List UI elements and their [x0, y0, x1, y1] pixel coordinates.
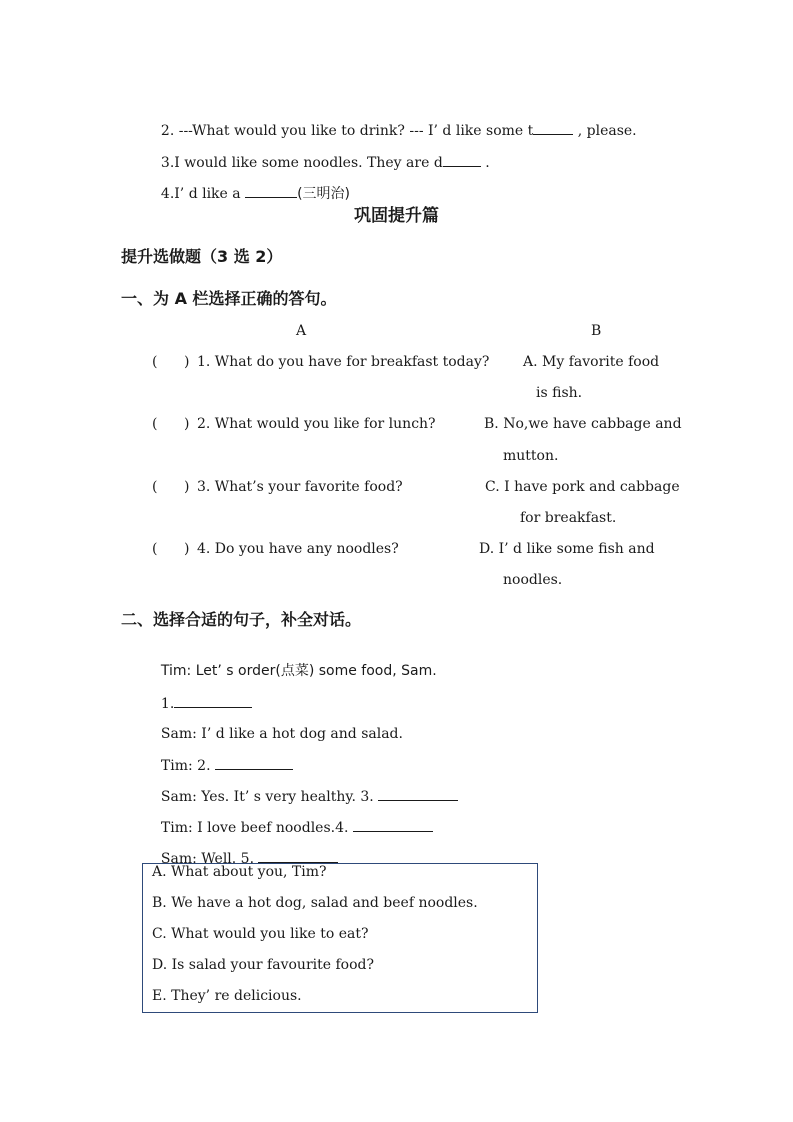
dialogue-text: Sam: Well. 5. — [160, 851, 259, 867]
fill-in-text: . — [480, 155, 490, 171]
answer-text: C. I have pork and cabbage — [485, 479, 680, 495]
dialogue-text: Tim: I love beef noodles.4. — [160, 820, 353, 836]
question-text: 3. What’s your favorite food? — [197, 479, 403, 495]
question-text: 4. Do you have any noodles? — [197, 541, 399, 557]
answer-text-cont: for breakfast. — [520, 510, 617, 526]
question-text: 2. What would you like for lunch? — [197, 416, 436, 432]
answer-blank[interactable] — [353, 818, 433, 832]
answer-text: B. No,we have cabbage and — [484, 416, 682, 432]
answer-paren-close: ) — [184, 541, 190, 557]
answer-text: A. My favorite food — [523, 354, 660, 370]
answer-blank[interactable] — [443, 153, 481, 167]
fill-in-text: 2. ---What would you like to drink? --- I’ d like some t — [160, 123, 534, 139]
answer-blank[interactable] — [258, 849, 338, 863]
fill-in-text: (三明治) — [297, 186, 351, 202]
dialogue-text: Tim: 2. — [160, 758, 215, 774]
answer-blank[interactable] — [174, 694, 252, 708]
answer-blank[interactable] — [533, 121, 573, 135]
part2-heading: 二、选择合适的句子，补全对话。 — [121, 610, 362, 629]
column-b-label: B — [591, 323, 602, 339]
option-a: A. What about you, Tim? — [152, 864, 327, 880]
answer-paren-open[interactable]: ( — [152, 541, 158, 557]
dialogue-text: Tim: Let’ s order(点菜) some food, Sam. — [160, 663, 437, 679]
answer-blank[interactable] — [215, 756, 293, 770]
answer-paren-open[interactable]: ( — [152, 479, 158, 495]
answer-paren-open[interactable]: ( — [152, 416, 158, 432]
answer-text-cont: is fish. — [536, 385, 583, 401]
option-b: B. We have a hot dog, salad and beef noodles. — [152, 895, 478, 911]
page-title: 巩固提升篇 — [354, 206, 439, 226]
dialogue-text: 1. — [160, 696, 175, 712]
answer-paren-close: ) — [184, 354, 190, 370]
dialogue-line — [152, 644, 437, 680]
fill-in-text: , please. — [573, 123, 637, 139]
answer-paren-close: ) — [184, 416, 190, 432]
option-d: D. Is salad your favourite food? — [152, 957, 374, 973]
answer-text-cont: mutton. — [503, 448, 559, 464]
column-a-label: A — [296, 323, 307, 339]
fill-in-text: 3.I would like some noodles. They are d — [160, 155, 443, 171]
answer-blank[interactable] — [378, 787, 458, 801]
dialogue-text: Sam: I’ d like a hot dog and salad. — [160, 726, 403, 742]
answer-text-cont: noodles. — [503, 572, 563, 588]
answer-blank[interactable] — [245, 184, 297, 198]
answer-paren-close: ) — [184, 479, 190, 495]
dialogue-text: Sam: Yes. It’ s very healthy. 3. — [160, 789, 379, 805]
option-c: C. What would you like to eat? — [152, 926, 369, 942]
part1-heading: 一、为 A 栏选择正确的答句。 — [121, 289, 337, 308]
fill-in-text: 4.I’ d like a — [160, 186, 246, 202]
answer-text: D. I’ d like some fish and — [479, 541, 655, 557]
question-text: 1. What do you have for breakfast today? — [197, 354, 490, 370]
section-subtitle: 提升选做题（3 选 2） — [121, 247, 283, 266]
fill-in-line-4 — [152, 166, 350, 203]
option-e: E. They’ re delicious. — [152, 988, 302, 1004]
answer-paren-open[interactable]: ( — [152, 354, 158, 370]
